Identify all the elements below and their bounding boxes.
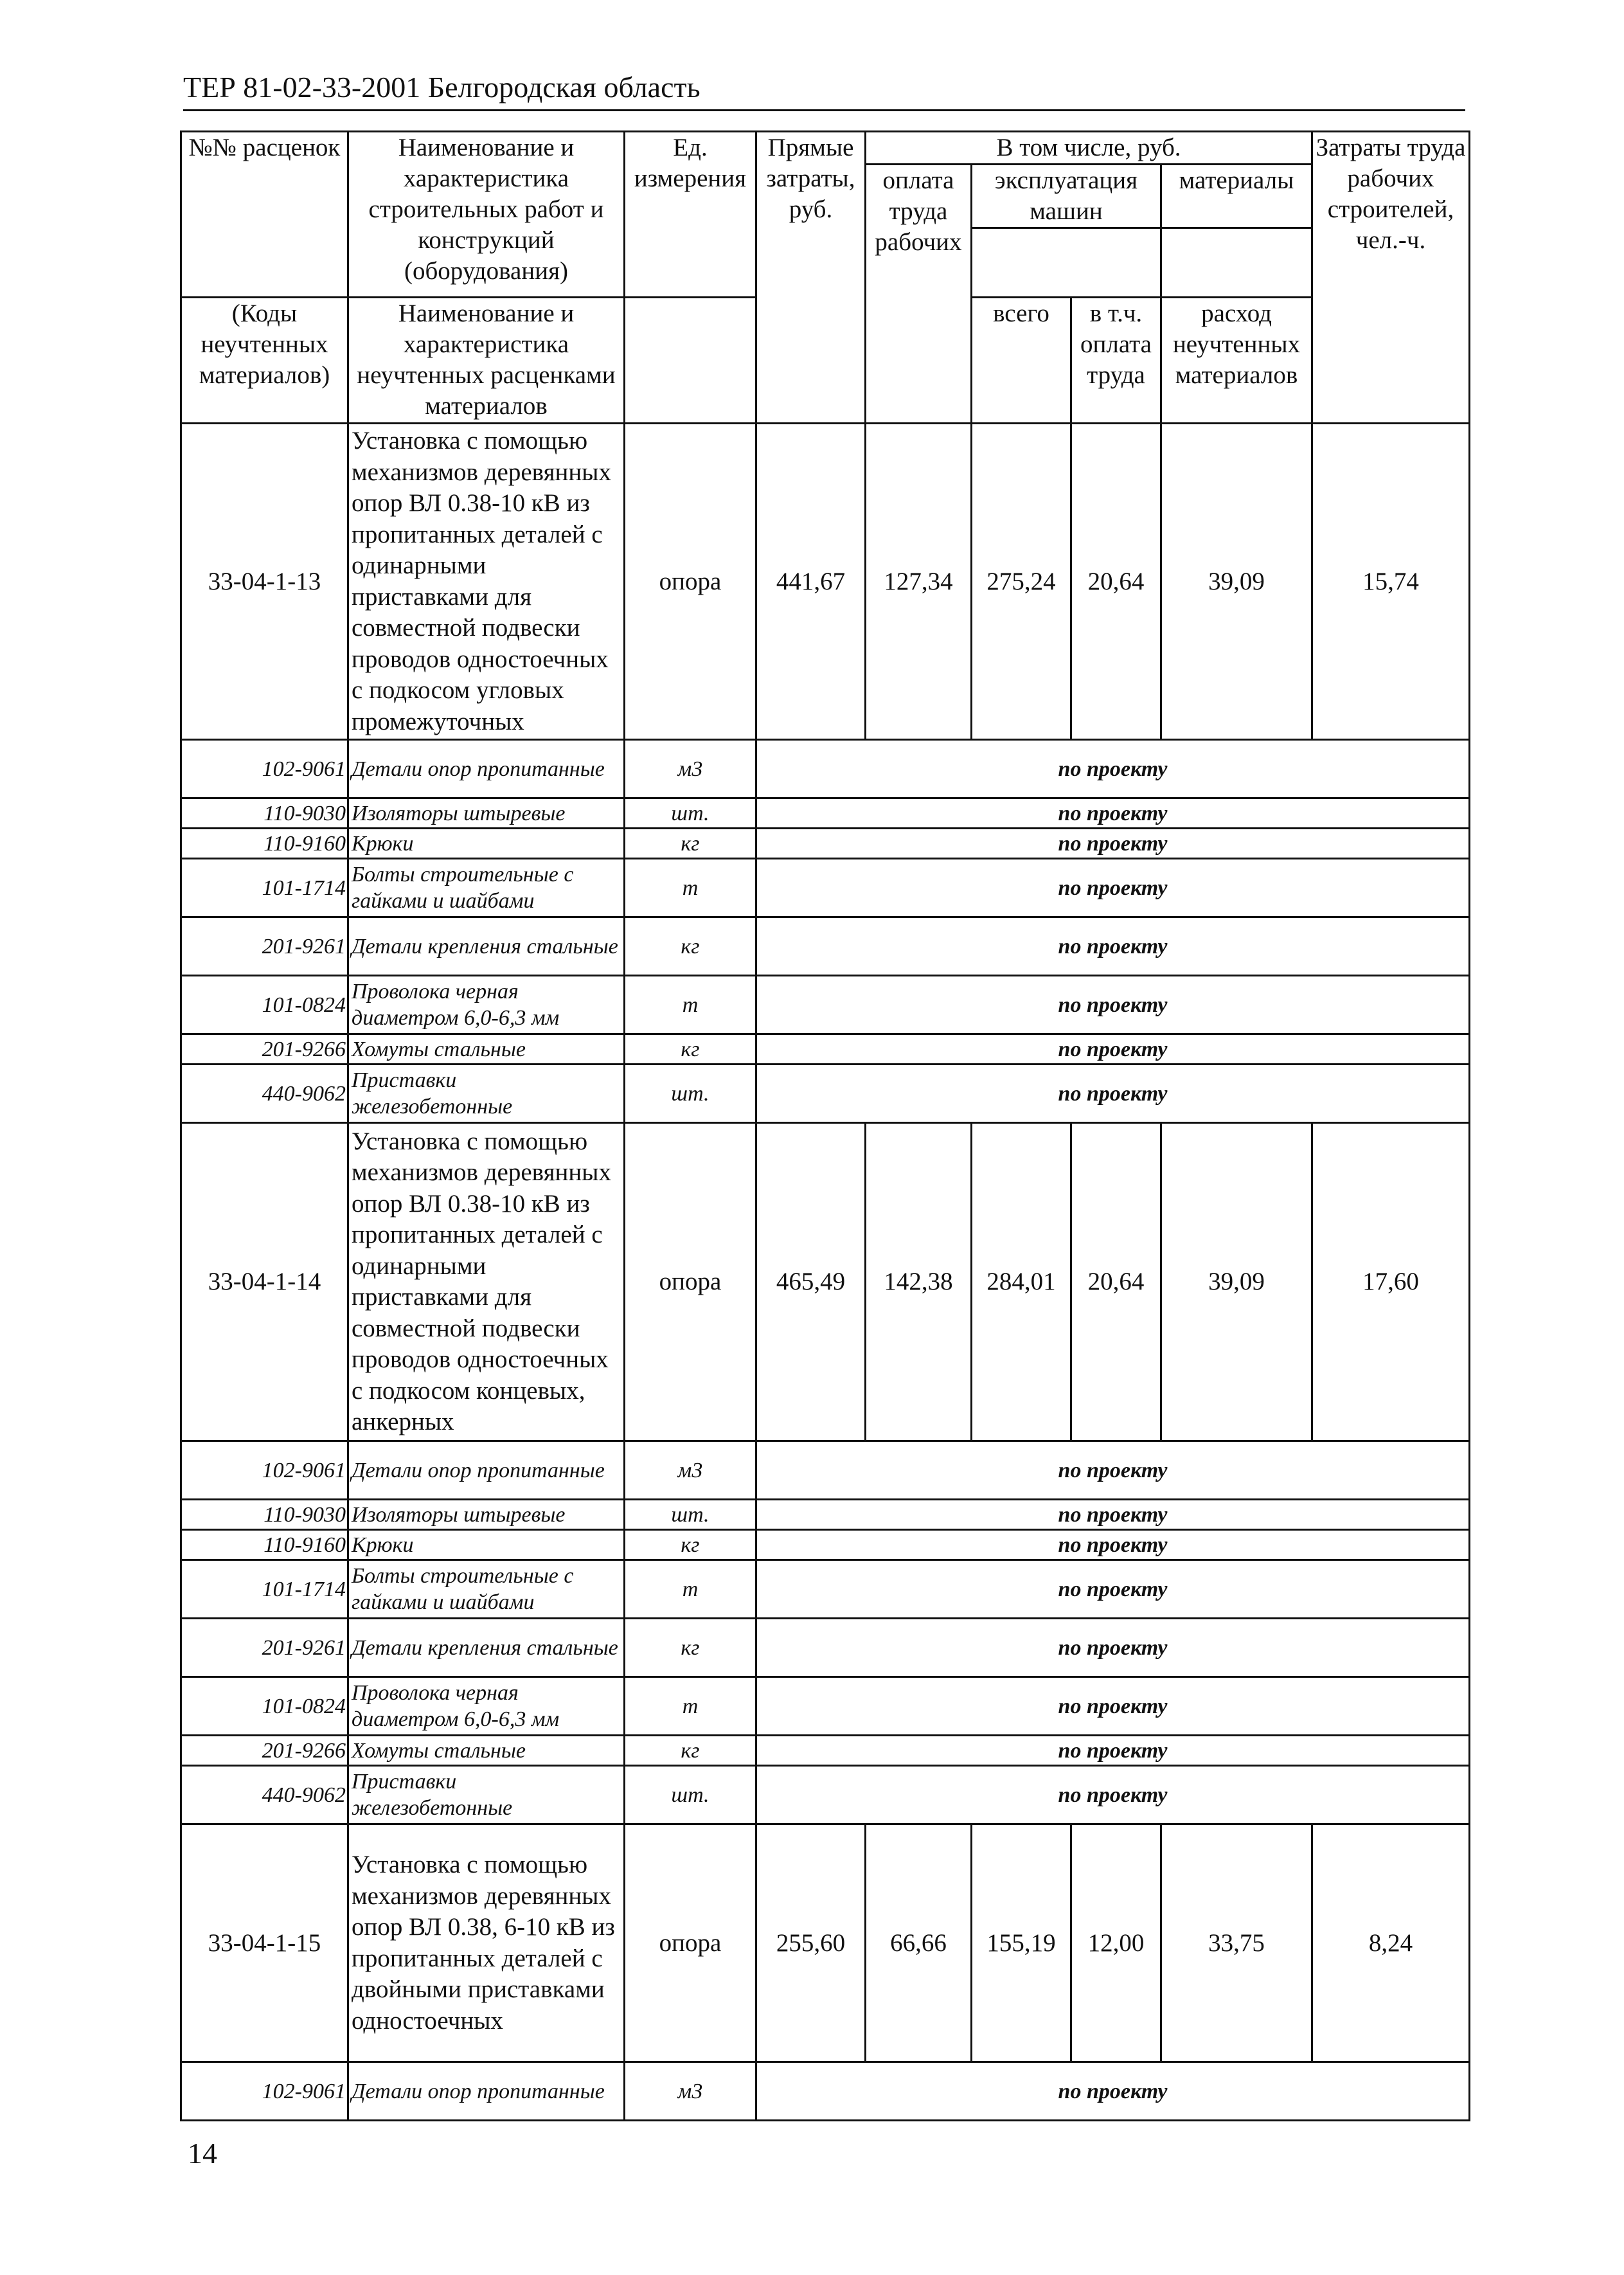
rate-code: 33-04-1-14 <box>181 1123 348 1441</box>
material-name: Хомуты стальные <box>348 1034 625 1065</box>
rate-machines-wages: 20,64 <box>1071 1123 1161 1441</box>
header-machines-spacer <box>972 228 1161 298</box>
material-row <box>181 1677 1470 1736</box>
table-body <box>181 132 1470 2121</box>
material-unit: шт. <box>625 1500 756 1530</box>
material-unit: шт. <box>625 798 756 829</box>
header-wages: оплата труда рабочих <box>866 165 972 424</box>
material-name: Крюки <box>348 1530 625 1560</box>
price-table <box>180 130 1470 2121</box>
material-name: Детали опор пропитанные <box>348 1441 625 1500</box>
material-note: по проекту <box>756 859 1470 917</box>
material-row <box>181 2062 1470 2121</box>
material-unit: т <box>625 1560 756 1619</box>
material-row <box>181 1560 1470 1619</box>
material-note: по проекту <box>756 829 1470 859</box>
material-name: Детали крепления стальные <box>348 917 625 976</box>
material-note: по проекту <box>756 1677 1470 1736</box>
material-name: Проволока черная диаметром 6,0-6,3 мм <box>348 976 625 1034</box>
material-note: по проекту <box>756 1560 1470 1619</box>
document-title: ТЕР 81-02-33-2001 Белгородская область <box>183 71 700 103</box>
material-code: 101-1714 <box>181 1560 348 1619</box>
header-machines-total: всего <box>972 298 1071 424</box>
material-unit: кг <box>625 917 756 976</box>
material-unit: т <box>625 976 756 1034</box>
rate-direct-costs: 465,49 <box>756 1123 866 1441</box>
material-row <box>181 1441 1470 1500</box>
material-name: Проволока черная диаметром 6,0-6,3 мм <box>348 1677 625 1736</box>
material-note: по проекту <box>756 976 1470 1034</box>
material-name: Изоляторы штыревые <box>348 1500 625 1530</box>
material-code: 201-9261 <box>181 917 348 976</box>
material-code: 440-9062 <box>181 1065 348 1123</box>
material-unit: кг <box>625 829 756 859</box>
material-row <box>181 798 1470 829</box>
rate-machines-wages: 12,00 <box>1071 1824 1161 2062</box>
rate-row <box>181 424 1470 740</box>
material-code: 101-0824 <box>181 1677 348 1736</box>
rate-unit: опора <box>625 1824 756 2062</box>
material-unit: кг <box>625 1034 756 1065</box>
material-name: Хомуты стальные <box>348 1736 625 1766</box>
material-note: по проекту <box>756 1766 1470 1824</box>
rate-machines-wages: 20,64 <box>1071 424 1161 740</box>
material-code: 110-9160 <box>181 829 348 859</box>
material-row <box>181 917 1470 976</box>
page-header <box>183 69 1465 111</box>
material-note: по проекту <box>756 740 1470 798</box>
material-unit: шт. <box>625 1766 756 1824</box>
material-note: по проекту <box>756 1619 1470 1677</box>
material-code: 201-9266 <box>181 1034 348 1065</box>
material-row <box>181 740 1470 798</box>
rate-name: Установка с помощью механизмов деревянных опор ВЛ 0.38-10 кВ из пропитанных деталей с одинарными приставками для совместной подвески проводов одностоечных с подкосом концевых, анкерных <box>348 1123 625 1441</box>
material-note: по проекту <box>756 798 1470 829</box>
header-unit-spacer <box>625 298 756 424</box>
rate-machines-total: 284,01 <box>972 1123 1071 1441</box>
material-code: 110-9160 <box>181 1530 348 1560</box>
rate-wages: 127,34 <box>866 424 972 740</box>
rate-machines-total: 155,19 <box>972 1824 1071 2062</box>
rate-materials: 39,09 <box>1161 1123 1312 1441</box>
material-unit: кг <box>625 1736 756 1766</box>
material-note: по проекту <box>756 2062 1470 2121</box>
material-code: 102-9061 <box>181 1441 348 1500</box>
header-row-1 <box>181 132 1470 165</box>
material-code: 102-9061 <box>181 740 348 798</box>
material-unit: м3 <box>625 1441 756 1500</box>
material-note: по проекту <box>756 1530 1470 1560</box>
rate-machines-total: 275,24 <box>972 424 1071 740</box>
material-name: Детали опор пропитанные <box>348 2062 625 2121</box>
header-unit: Ед. измерения <box>625 132 756 298</box>
rate-direct-costs: 441,67 <box>756 424 866 740</box>
material-code: 110-9030 <box>181 1500 348 1530</box>
material-row <box>181 1736 1470 1766</box>
rate-materials: 39,09 <box>1161 424 1312 740</box>
material-code: 110-9030 <box>181 798 348 829</box>
rate-labor: 17,60 <box>1312 1123 1470 1441</box>
material-name: Детали крепления стальные <box>348 1619 625 1677</box>
material-note: по проекту <box>756 1065 1470 1123</box>
header-code-sub: (Коды неучтенных материалов) <box>181 298 348 424</box>
material-code: 201-9261 <box>181 1619 348 1677</box>
material-row <box>181 1500 1470 1530</box>
rate-name: Установка с помощью механизмов деревянных опор ВЛ 0.38-10 кВ из пропитанных деталей с одинарными приставками для совместной подвески проводов одностоечных с подкосом угловых промежуточных <box>348 424 625 740</box>
page-number: 14 <box>188 2137 217 2170</box>
material-unit: кг <box>625 1619 756 1677</box>
material-row <box>181 1766 1470 1824</box>
rate-unit: опора <box>625 1123 756 1441</box>
material-unit: м3 <box>625 2062 756 2121</box>
material-row <box>181 976 1470 1034</box>
material-code: 201-9266 <box>181 1736 348 1766</box>
material-unit: м3 <box>625 740 756 798</box>
material-row <box>181 829 1470 859</box>
header-name-sub: Наименование и характеристика неучтенных расценками материалов <box>348 298 625 424</box>
rate-wages: 66,66 <box>866 1824 972 2062</box>
material-name: Болты строительные с гайками и шайбами <box>348 1560 625 1619</box>
rate-unit: опора <box>625 424 756 740</box>
material-code: 101-1714 <box>181 859 348 917</box>
header-direct: Прямые затраты, руб. <box>756 132 866 424</box>
header-labor: Затраты труда рабочих строителей, чел.-ч. <box>1312 132 1470 424</box>
material-name: Крюки <box>348 829 625 859</box>
header-code: №№ расценок <box>181 132 348 298</box>
header-machines: эксплуатация машин <box>972 165 1161 228</box>
rate-direct-costs: 255,60 <box>756 1824 866 2062</box>
material-unit: шт. <box>625 1065 756 1123</box>
material-name: Детали опор пропитанные <box>348 740 625 798</box>
material-name: Изоляторы штыревые <box>348 798 625 829</box>
material-note: по проекту <box>756 1500 1470 1530</box>
rate-materials: 33,75 <box>1161 1824 1312 2062</box>
material-unit: т <box>625 1677 756 1736</box>
material-note: по проекту <box>756 917 1470 976</box>
material-code: 102-9061 <box>181 2062 348 2121</box>
header-name: Наименование и характеристика строительных работ и конструкций (оборудования) <box>348 132 625 298</box>
material-code: 101-0824 <box>181 976 348 1034</box>
material-row <box>181 859 1470 917</box>
material-row <box>181 1530 1470 1560</box>
rate-wages: 142,38 <box>866 1123 972 1441</box>
material-row <box>181 1065 1470 1123</box>
header-materials-sub: расход неучтенных материалов <box>1161 298 1312 424</box>
header-machines-wages: в т.ч. оплата труда <box>1071 298 1161 424</box>
material-unit: т <box>625 859 756 917</box>
material-name: Приставки железобетонные <box>348 1065 625 1123</box>
rate-code: 33-04-1-13 <box>181 424 348 740</box>
material-name: Болты строительные с гайками и шайбами <box>348 859 625 917</box>
material-note: по проекту <box>756 1736 1470 1766</box>
material-note: по проекту <box>756 1441 1470 1500</box>
material-note: по проекту <box>756 1034 1470 1065</box>
material-row <box>181 1034 1470 1065</box>
header-materials-spacer <box>1161 228 1312 298</box>
material-code: 440-9062 <box>181 1766 348 1824</box>
rate-code: 33-04-1-15 <box>181 1824 348 2062</box>
material-row <box>181 1619 1470 1677</box>
material-name: Приставки железобетонные <box>348 1766 625 1824</box>
material-unit: кг <box>625 1530 756 1560</box>
rate-name: Установка с помощью механизмов деревянных опор ВЛ 0.38, 6-10 кВ из пропитанных деталей с двойными приставками одностоечных <box>348 1824 625 2062</box>
header-incl: В том числе, руб. <box>866 132 1312 165</box>
header-materials: материалы <box>1161 165 1312 228</box>
rate-labor: 15,74 <box>1312 424 1470 740</box>
rate-row <box>181 1123 1470 1441</box>
rate-row <box>181 1824 1470 2062</box>
rate-labor: 8,24 <box>1312 1824 1470 2062</box>
